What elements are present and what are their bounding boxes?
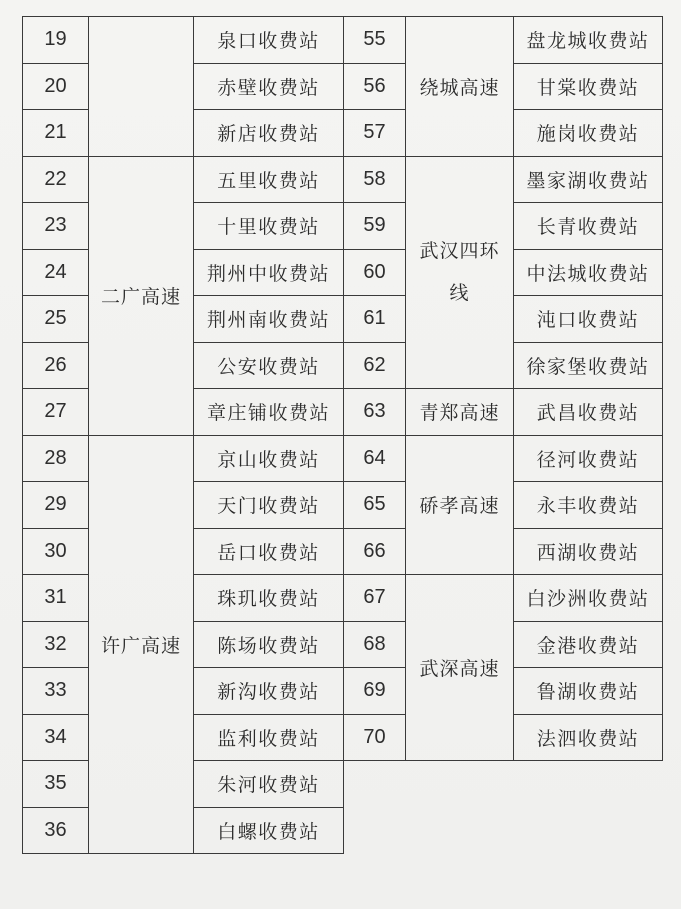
highway-name-cell: 青郑高速 (406, 389, 514, 436)
table-row (23, 435, 344, 482)
row-number: 58 (344, 156, 406, 203)
row-number: 70 (344, 714, 406, 761)
station-name: 永丰收费站 (514, 482, 663, 529)
row-number: 30 (23, 528, 89, 575)
row-number: 66 (344, 528, 406, 575)
toll-station-table-left (22, 16, 344, 854)
station-name: 墨家湖收费站 (514, 156, 663, 203)
row-number: 59 (344, 203, 406, 250)
highway-name-cell: 武深高速 (406, 575, 514, 761)
row-number: 57 (344, 110, 406, 157)
row-number: 23 (23, 203, 89, 250)
row-number: 21 (23, 110, 89, 157)
row-number: 64 (344, 435, 406, 482)
row-number: 27 (23, 389, 89, 436)
row-number: 29 (23, 482, 89, 529)
row-number: 34 (23, 714, 89, 761)
station-name: 赤壁收费站 (194, 63, 344, 110)
station-name: 天门收费站 (194, 482, 344, 529)
highway-name-cell: 二广高速 (89, 156, 194, 435)
station-name: 新店收费站 (194, 110, 344, 157)
station-name: 陈场收费站 (194, 621, 344, 668)
row-number: 56 (344, 63, 406, 110)
row-number: 63 (344, 389, 406, 436)
row-number: 35 (23, 761, 89, 808)
row-number: 69 (344, 668, 406, 715)
station-name: 白螺收费站 (194, 807, 344, 854)
station-name: 监利收费站 (194, 714, 344, 761)
station-name: 施岗收费站 (514, 110, 663, 157)
station-name: 京山收费站 (194, 435, 344, 482)
table-row (344, 435, 663, 482)
station-name: 径河收费站 (514, 435, 663, 482)
table-row (344, 389, 663, 436)
station-name: 鲁湖收费站 (514, 668, 663, 715)
station-name: 新沟收费站 (194, 668, 344, 715)
station-name: 武昌收费站 (514, 389, 663, 436)
row-number: 55 (344, 17, 406, 64)
row-number: 68 (344, 621, 406, 668)
row-number: 62 (344, 342, 406, 389)
station-name: 中法城收费站 (514, 249, 663, 296)
highway-name-cell (89, 17, 194, 157)
row-number: 32 (23, 621, 89, 668)
station-name: 荆州中收费站 (194, 249, 344, 296)
row-number: 26 (23, 342, 89, 389)
highway-name-cell: 绕城高速 (406, 17, 514, 157)
station-name: 西湖收费站 (514, 528, 663, 575)
toll-station-table-right (343, 16, 663, 761)
row-number: 36 (23, 807, 89, 854)
station-name: 徐家堡收费站 (514, 342, 663, 389)
station-name: 沌口收费站 (514, 296, 663, 343)
highway-name-cell: 武汉四环线 (406, 156, 514, 389)
station-name: 金港收费站 (514, 621, 663, 668)
row-number: 67 (344, 575, 406, 622)
table-row (23, 17, 344, 64)
row-number: 25 (23, 296, 89, 343)
row-number: 22 (23, 156, 89, 203)
row-number: 28 (23, 435, 89, 482)
table-row (344, 575, 663, 622)
station-name: 珠玑收费站 (194, 575, 344, 622)
station-name: 五里收费站 (194, 156, 344, 203)
table-row (344, 156, 663, 203)
row-number: 19 (23, 17, 89, 64)
row-number: 20 (23, 63, 89, 110)
row-number: 31 (23, 575, 89, 622)
station-name: 法泗收费站 (514, 714, 663, 761)
station-name: 盘龙城收费站 (514, 17, 663, 64)
station-name: 泉口收费站 (194, 17, 344, 64)
station-name: 十里收费站 (194, 203, 344, 250)
row-number: 33 (23, 668, 89, 715)
station-name: 朱河收费站 (194, 761, 344, 808)
station-name: 岳口收费站 (194, 528, 344, 575)
station-name: 长青收费站 (514, 203, 663, 250)
row-number: 65 (344, 482, 406, 529)
station-name: 荆州南收费站 (194, 296, 344, 343)
station-name: 白沙洲收费站 (514, 575, 663, 622)
highway-name-cell: 硚孝高速 (406, 435, 514, 575)
table-row (23, 156, 344, 203)
row-number: 60 (344, 249, 406, 296)
highway-name-cell: 许广高速 (89, 435, 194, 854)
station-name: 章庄铺收费站 (194, 389, 344, 436)
row-number: 24 (23, 249, 89, 296)
row-number: 61 (344, 296, 406, 343)
station-name: 甘棠收费站 (514, 63, 663, 110)
station-name: 公安收费站 (194, 342, 344, 389)
table-row (344, 17, 663, 64)
